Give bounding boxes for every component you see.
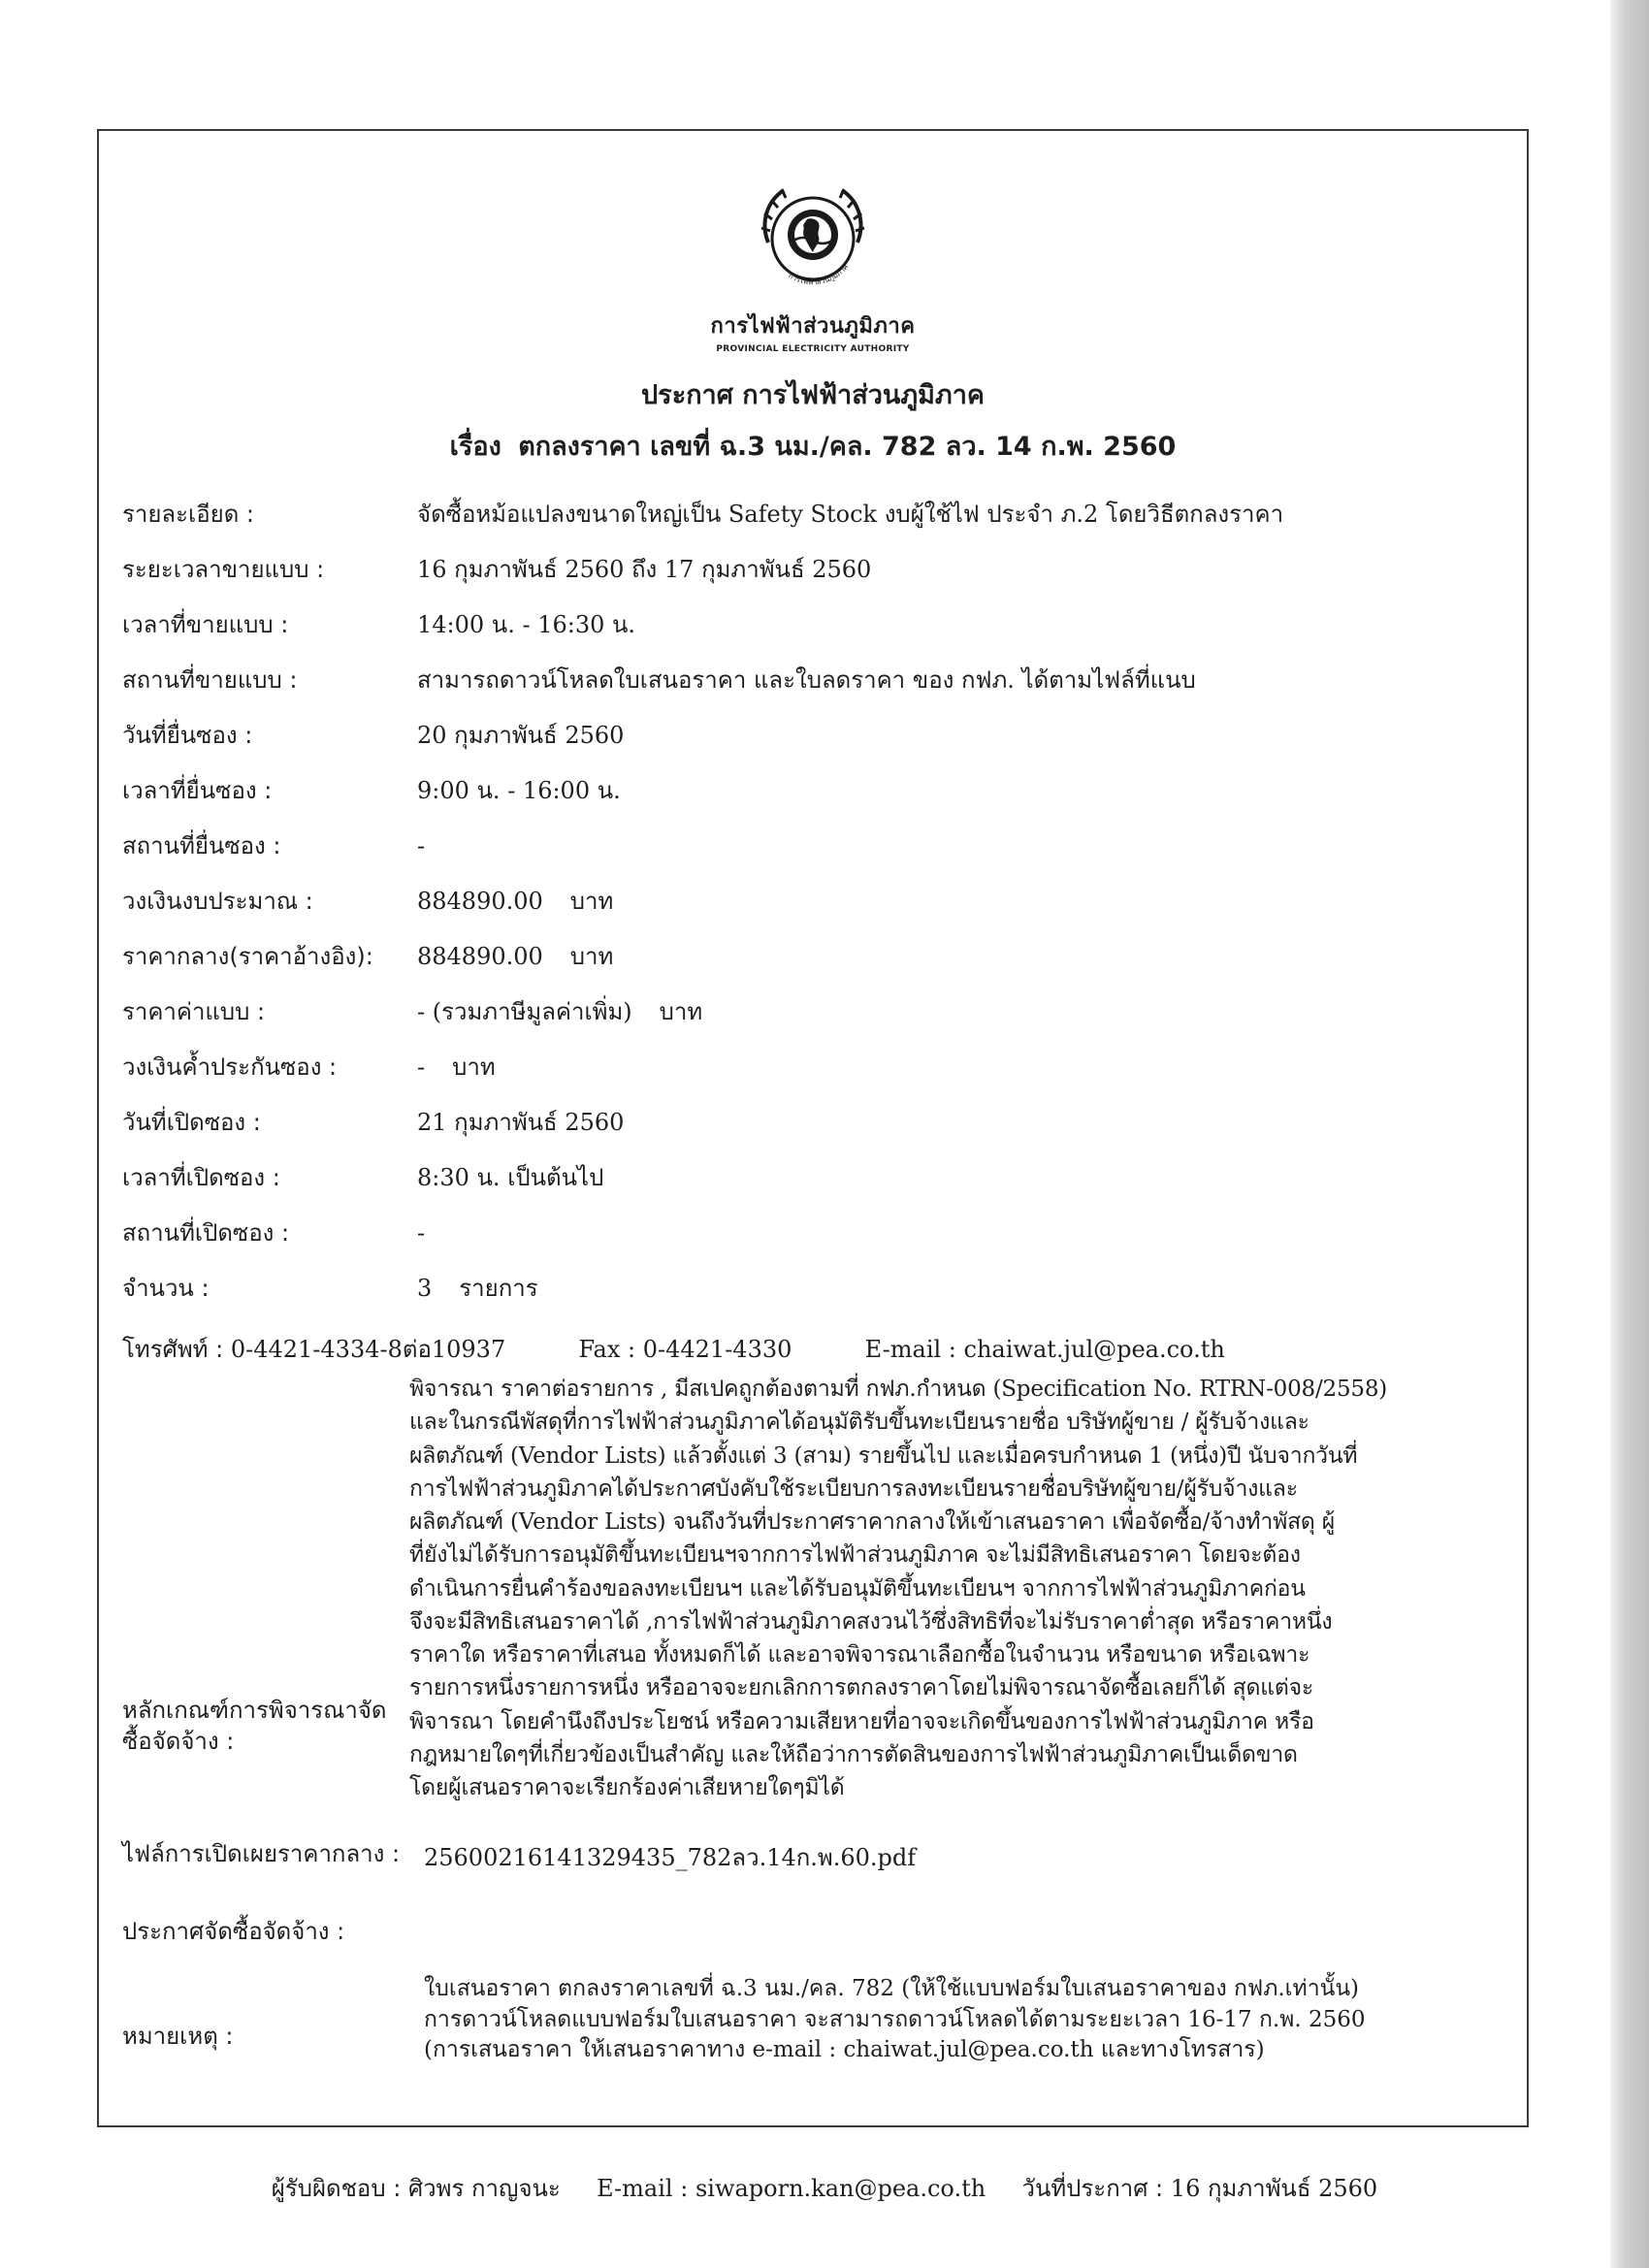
subject-label: เรื่อง (449, 432, 501, 462)
field-value: 21 กุมภาพันธ์ 2560 (417, 1109, 625, 1136)
field-value: 884890.00 บาท (417, 888, 614, 915)
unit-baht: บาท (452, 1053, 496, 1081)
fax-label: Fax : (578, 1336, 636, 1363)
field-value: สามารถดาวน์โหลดใบเสนอราคา และใบลดราคา ของ กฟภ. ได้ตามไฟล์ที่แนบ (417, 666, 1196, 694)
unit-baht: บาท (659, 998, 703, 1025)
field-value: 3 รายการ (417, 1275, 538, 1302)
emblem-ring-text: การไฟฟ้าส่วนภูมิภาค (787, 262, 851, 287)
header-logo-block (99, 175, 1527, 354)
responsible-name: ศิวพร กาญจนะ (407, 2175, 561, 2202)
field-label: สถานที่ขายแบบ : (122, 666, 298, 694)
announce-date: 16 กุมภาพันธ์ 2560 (1170, 2175, 1378, 2202)
announce-date-label: วันที่ประกาศ : (1021, 2175, 1164, 2202)
field-label: เวลาที่เปิดซอง : (122, 1164, 280, 1191)
field-label: จำนวน : (122, 1275, 210, 1302)
field-value: 16 กุมภาพันธ์ 2560 ถึง 17 กุมภาพันธ์ 2560 (417, 556, 872, 583)
field-label: ระยะเวลาขายแบบ : (122, 556, 325, 583)
field-label: ราคากลาง(ราคาอ้างอิง): (122, 943, 373, 970)
field-value: - (417, 832, 426, 859)
scan-edge-shadow (1610, 0, 1649, 2268)
field-value: - (417, 1219, 426, 1247)
footer (0, 2169, 1649, 2207)
field-value: 884890.00 บาท (417, 943, 614, 970)
unit-baht: บาท (569, 888, 614, 915)
field-label: สถานที่ยื่นซอง : (122, 832, 281, 859)
title-line-2 (99, 425, 1527, 467)
pea-emblem-icon (749, 175, 877, 303)
title-line-1: ประกาศ การไฟฟ้าส่วนภูมิภาค (641, 380, 985, 410)
criteria-text: พิจารณา ราคาต่อรายการ , มีสเปคถูกต้องตามที่ กฟภ.กำหนด (Specification No. RTRN-008/2558) และในกรณีพัสดุที่การไฟฟ้าส่วนภูมิภาคได้อนุมัติรับขึ้นทะเบียนรายชื่อ บริษัทผู้ขาย / ผู้รับจ้างและ ผลิตภัณฑ์ (Vendor Lists) แล้วตั้งแต่ 3 (สาม) รายขึ้นไป และเมื่อครบกำหนด 1 (หนึ่ง)ปี นับจากวันที่ การไฟฟ้าส่วนภูมิภาคได้ประกาศบังคับใช้ระเบียบการลงทะเบียนรายชื่อบริษัทผู้ขาย/ผู้รับจ้างและ ผลิตภัณฑ์ (Vendor Lists) จนถึงวันที่ประกาศราคากลางให้เข้าเสนอราคา เพื่อจัดซื้อ/จ้างทำพัสดุ ผู้ ที่ยังไม่ได้รับการอนุมัติขึ้นทะเบียนฯจากการไฟฟ้าส่วนภูมิภาค จะไม่มีสิทธิเสนอราคา โดยจะต้อง ดำเนินการยื่นคำร้องขอลงทะเบียนฯ และได้รับอนุมัติขึ้นทะเบียนฯ จากการไฟฟ้าส่วนภูมิภาคก่อน จึงจะมีสิทธิเสนอราคาได้ ,การไฟฟ้าส่วนภูมิภาคสงวนไว้ซึ่งสิทธิที่จะไม่รับราคาต่ำสุด หรือราคาหนึ่ง ราคาใด หรือราคาที่เสนอ ทั้งหมดก็ได้ และอาจพิจารณาเลือกซื้อในจำนวน หรือขนาด หรือเฉพาะ รายการหนึ่งรายการหนึ่ง หรืออาจจะยกเลิกการตกลงราคาโดยไม่พิจารณาจัดซื้อเลยก็ได้ สุดแต่จะ พิจารณา โดยคำนึงถึงประโยชน์ หรือความเสียหายที่อาจจะเกิดขึ้นของการไฟฟ้าส่วนภูมิภาค หรือ กฎหมายใดๆที่เกี่ยวข้องเป็นสำคัญ และให้ถือว่าการตัดสินของการไฟฟ้าส่วนภูมิภาคเป็นเด็ดขาด โดยผู้เสนอราคาจะเรียกร้องค่าเสียหายใดๆมิได้ (409, 1377, 1388, 1801)
announcement-title (99, 373, 1527, 467)
field-label: รายละเอียด : (122, 501, 255, 528)
contact-row (122, 1330, 1500, 1368)
field-label: วงเงินงบประมาณ : (122, 888, 313, 915)
unit-baht: บาท (569, 943, 614, 970)
field-value: 14:00 น. - 16:30 น. (417, 611, 636, 638)
field-value: - (รวมภาษีมูลค่าเพิ่ม) บาท (417, 998, 703, 1025)
responsible-label: ผู้รับผิดชอบ : (271, 2175, 402, 2202)
field-value: 8:30 น. เป็นต้นไป (417, 1164, 604, 1191)
remark-label: หมายเหตุ : (122, 2023, 234, 2050)
field-label: สถานที่เปิดซอง : (122, 1219, 290, 1247)
announcement-frame (97, 129, 1529, 2127)
field-value: - บาท (417, 1053, 496, 1081)
field-value: 20 กุมภาพันธ์ 2560 (417, 722, 625, 749)
email-label: E-mail : (864, 1336, 956, 1363)
procurement-announcement-label: ประกาศจัดซื้อจัดจ้าง : (122, 1918, 345, 1945)
price-file-link[interactable]: 25600216141329435_782ลว.14ก.พ.60.pdf (424, 1844, 917, 1871)
subject-value: ตกลงราคา เลขที่ ฉ.3 นม./คล. 782 ลว. 14 ก.พ. 2560 (518, 432, 1177, 462)
email-value[interactable]: chaiwat.jul@pea.co.th (963, 1336, 1225, 1363)
org-name-thai: การไฟฟ้าส่วนภูมิภาค (710, 314, 916, 339)
criteria-label: หลักเกณฑ์การพิจารณาจัดซื้อจัดจ้าง : (122, 1697, 387, 1756)
field-value: 9:00 น. - 16:00 น. (417, 777, 621, 804)
field-label: วันที่ยื่นซอง : (122, 722, 253, 749)
field-label: วันที่เปิดซอง : (122, 1109, 261, 1136)
phone-label: โทรศัพท์ : (122, 1336, 224, 1363)
field-label: เวลาที่ยื่นซอง : (122, 777, 273, 804)
footer-email-label: E-mail : (597, 2175, 689, 2202)
field-value: จัดซื้อหม้อแปลงขนาดใหญ่เป็น Safety Stock งบผู้ใช้ไฟ ประจำ ภ.2 โดยวิธีตกลงราคา (417, 501, 1284, 528)
field-label: วงเงินค้ำประกันซอง : (122, 1053, 338, 1081)
org-name-english: PROVINCIAL ELECTRICITY AUTHORITY (716, 344, 910, 354)
phone-value: 0-4421-4334-8ต่อ10937 (230, 1336, 506, 1363)
field-label: ราคาค่าแบบ : (122, 998, 266, 1025)
remark-text: ใบเสนอราคา ตกลงราคาเลขที่ ฉ.3 นม./คล. 782 (ให้ใช้แบบฟอร์มใบเสนอราคาของ กฟภ.เท่านั้น) การดาวน์โหลดแบบฟอร์มใบเสนอราคา จะสามารถดาวน์โหลดได้ตามระยะเวลา 16-17 ก.พ. 2560 (การเสนอราคา ให้เสนอราคาทาง e-mail : chaiwat.jul@pea.co.th และทางโทรสาร) (424, 1976, 1366, 2063)
fax-value: 0-4421-4330 (642, 1336, 792, 1363)
price-file-label: ไฟล์การเปิดเผยราคากลาง : (122, 1840, 401, 1867)
footer-email[interactable]: siwaporn.kan@pea.co.th (695, 2175, 986, 2202)
unit-items: รายการ (459, 1275, 538, 1302)
field-label: เวลาที่ขายแบบ : (122, 611, 289, 638)
